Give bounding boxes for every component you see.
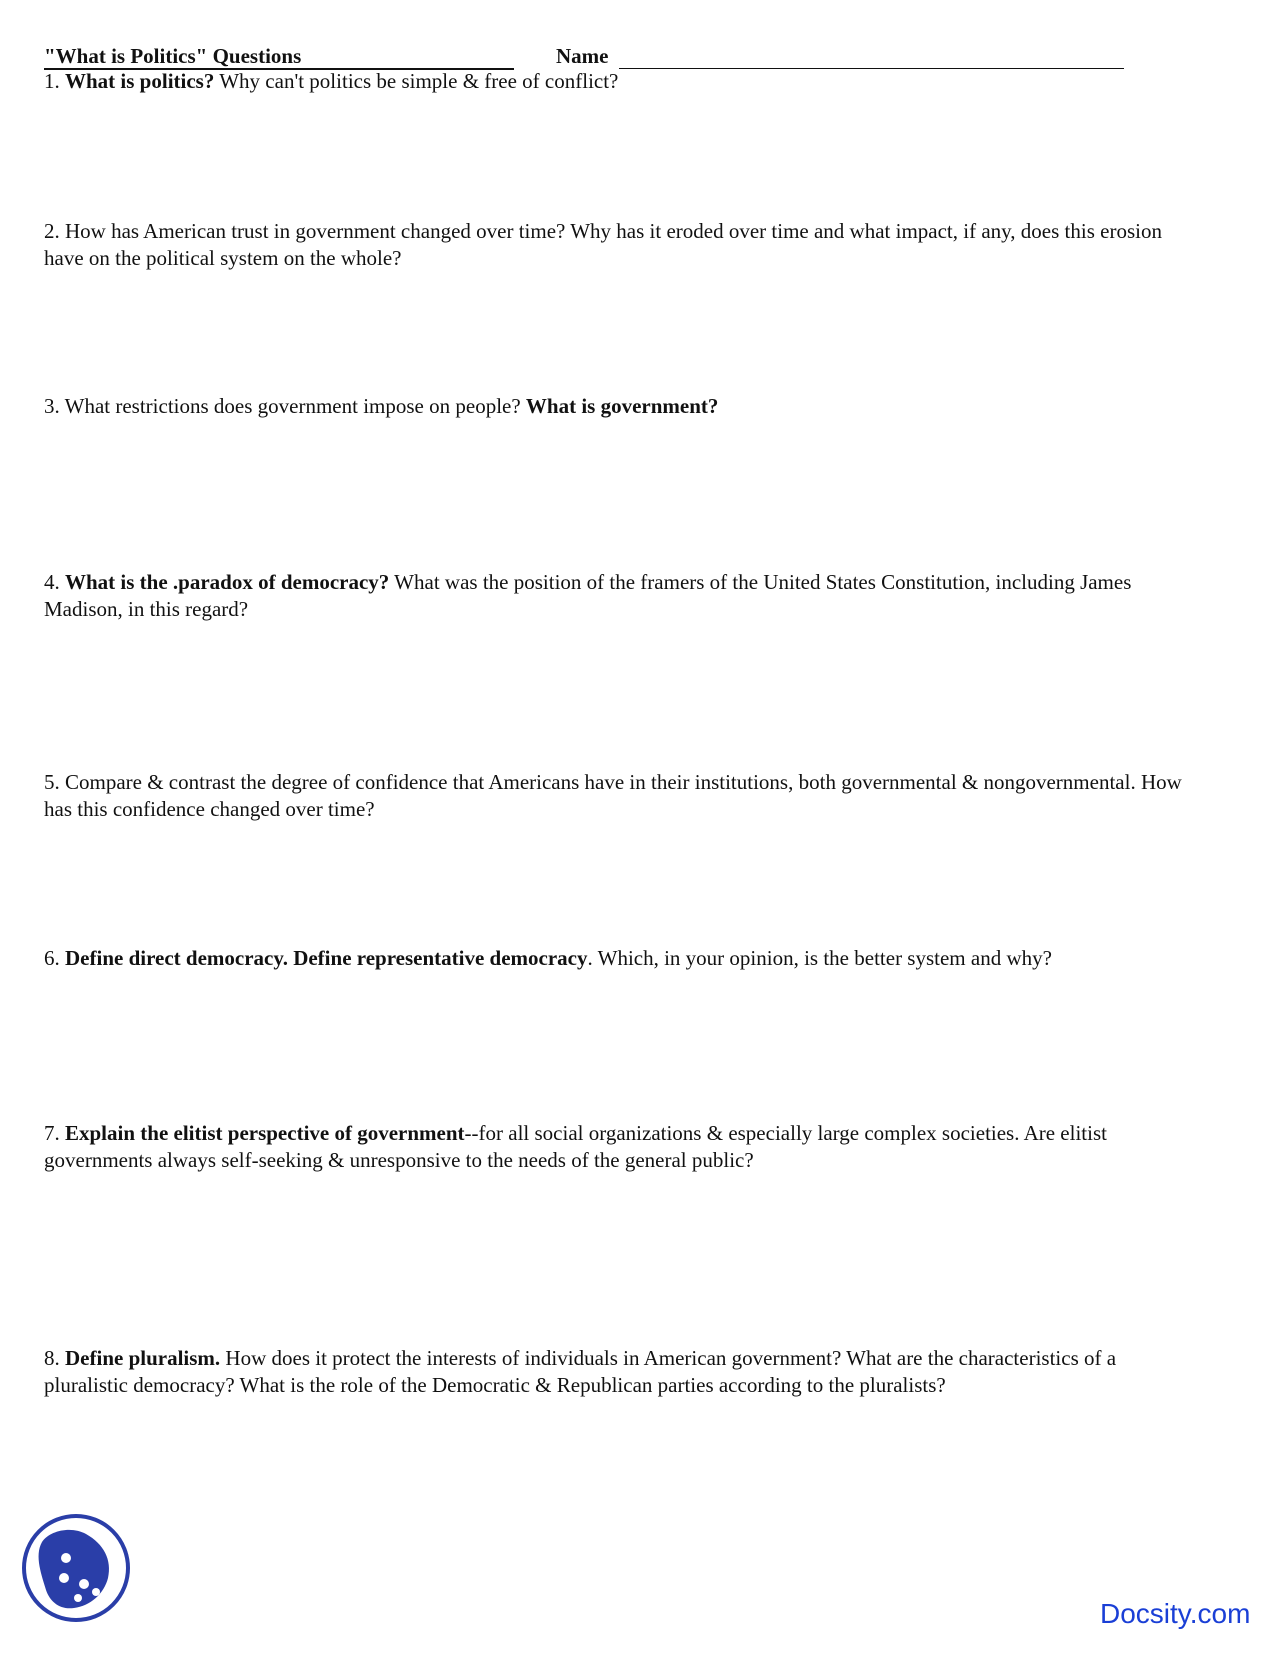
question-7: 7. Explain the elitist perspective of government--for all social organizations & especially large complex societies. Are elitist governments always self-seeking & unresponsive to the needs of the general public?: [44, 1121, 1107, 1172]
docsity-brand-link[interactable]: Docsity.com: [1100, 1598, 1251, 1629]
question-1: 1. What is politics? Why can't politics be simple & free of conflict?: [44, 69, 619, 93]
question-2: 2. How has American trust in government changed over time? Why has it eroded over time and what impact, if any, does this erosion have on the political system on the whole?: [44, 219, 1162, 270]
worksheet-header: [44, 44, 1124, 70]
page-title: "What is Politics" Questions: [44, 44, 302, 68]
docsity-logo-icon[interactable]: [20, 1512, 132, 1624]
question-6: 6. Define direct democracy. Define representative democracy. Which, in your opinion, is the better system and why?: [44, 946, 1052, 970]
name-label: Name: [556, 44, 609, 68]
question-3: 3. What restrictions does government impose on people? What is government?: [44, 394, 719, 418]
question-8: 8. Define pluralism. How does it protect the interests of individuals in American government? What are the characteristics of a pluralistic democracy? What is the role of the Democratic & Republican parties according to the pluralists?: [44, 1346, 1117, 1397]
question-4: 4. What is the .paradox of democracy? What was the position of the framers of the United States Constitution, including James Madison, in this regard?: [44, 570, 1132, 621]
question-5: 5. Compare & contrast the degree of confidence that Americans have in their institutions, both governmental & nongovernmental. How has this confidence changed over time?: [44, 770, 1182, 821]
